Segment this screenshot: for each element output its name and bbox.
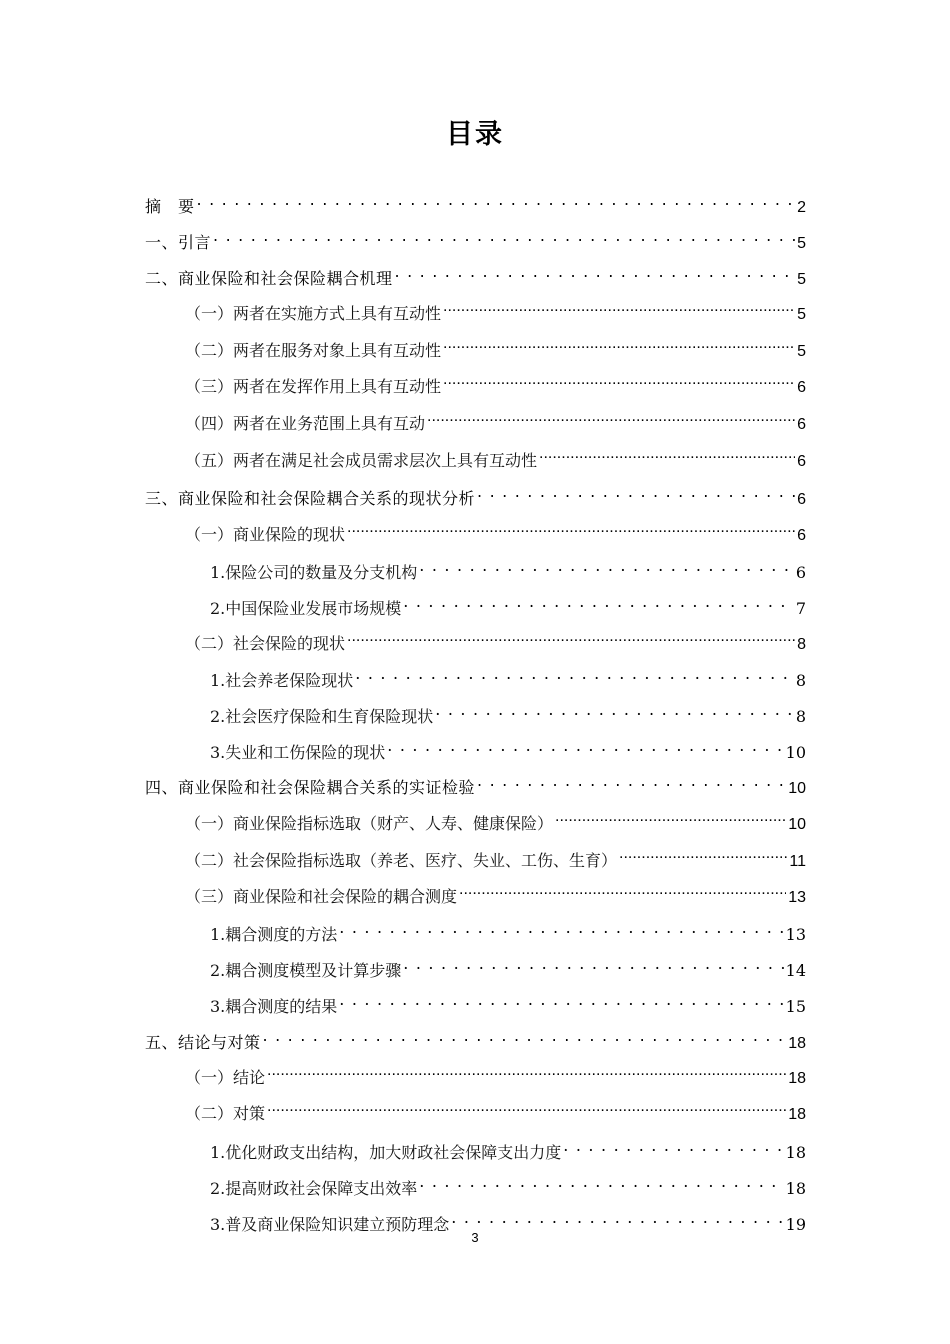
toc-entry-page-number[interactable]: 14 bbox=[785, 961, 806, 980]
toc-entry-page-number[interactable]: 6 bbox=[797, 379, 806, 396]
toc-entry-level-2[interactable] bbox=[185, 878, 806, 906]
toc-entry-label[interactable]: 一、引言 bbox=[145, 233, 212, 252]
dot-leader bbox=[555, 805, 786, 829]
toc-entry-level-3[interactable] bbox=[210, 662, 806, 690]
toc-entry-label[interactable]: （一）两者在实施方式上具有互动性 bbox=[185, 304, 442, 323]
toc-entry-label[interactable]: （四）两者在业务范围上具有互动 bbox=[185, 414, 426, 433]
toc-entry-page-number[interactable]: 19 bbox=[785, 1215, 806, 1234]
dot-leader bbox=[395, 260, 796, 284]
toc-entry-label[interactable]: 摘 要 bbox=[145, 197, 195, 216]
toc-entry-label[interactable]: 1.耦合测度的方法 bbox=[210, 925, 338, 944]
toc-entry-level-3[interactable] bbox=[210, 698, 806, 726]
toc-entry-page-number[interactable]: 18 bbox=[785, 1143, 806, 1162]
toc-entry-label[interactable]: （三）两者在发挥作用上具有互动性 bbox=[185, 377, 442, 396]
toc-entry-level-2[interactable] bbox=[185, 1059, 806, 1087]
toc-entry-level-2[interactable] bbox=[185, 1095, 806, 1123]
toc-entry-page-number[interactable]: 6 bbox=[797, 527, 806, 544]
toc-entry-label[interactable]: 2.社会医疗保险和生育保险现状 bbox=[210, 707, 434, 726]
toc-entry-page-number[interactable]: 5 bbox=[797, 235, 806, 252]
toc-entry-level-3[interactable] bbox=[210, 1134, 806, 1162]
toc-entry-level-3[interactable] bbox=[210, 988, 806, 1016]
dot-leader bbox=[263, 1024, 787, 1048]
dot-leader bbox=[443, 295, 795, 319]
toc-entry-page-number[interactable]: 10 bbox=[788, 816, 806, 833]
toc-entry-level-3[interactable] bbox=[210, 1206, 806, 1234]
toc-entry-level-3[interactable] bbox=[210, 590, 806, 618]
dot-leader bbox=[339, 916, 783, 940]
toc-entry-label[interactable]: 2.耦合测度模型及计算步骤 bbox=[210, 961, 402, 980]
toc-entry-page-number[interactable]: 18 bbox=[788, 1106, 806, 1123]
toc-entry-label[interactable]: 三、商业保险和社会保险耦合关系的现状分析 bbox=[145, 489, 476, 508]
dot-leader bbox=[459, 878, 786, 902]
toc-entry-page-number[interactable]: 5 bbox=[797, 306, 806, 323]
toc-entry-page-number[interactable]: 6 bbox=[797, 453, 806, 470]
toc-entry-level-2[interactable] bbox=[185, 405, 806, 433]
dot-leader bbox=[563, 1134, 783, 1158]
toc-entry-label[interactable]: 二、商业保险和社会保险耦合机理 bbox=[145, 269, 393, 288]
dot-leader bbox=[419, 1170, 783, 1194]
toc-entry-label[interactable]: （二）社会保险指标选取（养老、医疗、失业、工伤、生育） bbox=[185, 851, 618, 870]
toc-entry-level-2[interactable] bbox=[185, 332, 806, 360]
dot-leader bbox=[443, 332, 795, 356]
toc-entry-page-number[interactable]: 18 bbox=[788, 1070, 806, 1087]
dot-leader bbox=[387, 734, 783, 758]
toc-entry-level-1[interactable] bbox=[145, 769, 806, 797]
toc-title: 目录 bbox=[446, 119, 504, 150]
dot-leader bbox=[619, 842, 787, 866]
toc-entry-label[interactable]: （二）两者在服务对象上具有互动性 bbox=[185, 341, 442, 360]
dot-leader bbox=[403, 952, 783, 976]
toc-entry-level-2[interactable] bbox=[185, 442, 806, 470]
dot-leader bbox=[355, 662, 794, 686]
toc-entry-page-number[interactable]: 8 bbox=[797, 636, 806, 653]
toc-entry-level-3[interactable] bbox=[210, 1170, 806, 1198]
toc-entry-label[interactable]: 2.中国保险业发展市场规模 bbox=[210, 599, 402, 618]
toc-entry-label[interactable]: 五、结论与对策 bbox=[145, 1033, 261, 1052]
toc-entry-level-1[interactable] bbox=[145, 224, 806, 252]
dot-leader bbox=[419, 554, 794, 578]
toc-entry-page-number[interactable]: 7 bbox=[795, 599, 806, 618]
toc-entry-page-number[interactable]: 5 bbox=[797, 343, 806, 360]
toc-entry-page-number[interactable]: 18 bbox=[785, 1179, 806, 1198]
toc-entry-level-3[interactable] bbox=[210, 554, 806, 582]
toc-entry-page-number[interactable]: 6 bbox=[797, 491, 806, 508]
toc-entry-page-number[interactable]: 2 bbox=[797, 199, 806, 216]
dot-leader bbox=[339, 988, 783, 1012]
toc-entry-level-1[interactable] bbox=[145, 260, 806, 288]
toc-entry-level-3[interactable] bbox=[210, 952, 806, 980]
toc-entry-level-2[interactable] bbox=[185, 516, 806, 544]
dot-leader bbox=[213, 224, 795, 248]
toc-entry-level-2[interactable] bbox=[185, 842, 806, 870]
dot-leader bbox=[443, 368, 795, 392]
dot-leader bbox=[267, 1095, 786, 1119]
dot-leader bbox=[451, 1206, 783, 1230]
toc-entry-page-number[interactable]: 6 bbox=[795, 563, 806, 582]
toc-entry-label[interactable]: 3.失业和工伤保险的现状 bbox=[210, 743, 386, 762]
dot-leader bbox=[435, 698, 794, 722]
toc-entry-page-number[interactable]: 8 bbox=[795, 671, 806, 690]
dot-leader bbox=[477, 769, 786, 793]
dot-leader bbox=[347, 625, 795, 649]
dot-leader bbox=[347, 516, 795, 540]
page-number: 3 bbox=[471, 1230, 479, 1245]
toc-entry-level-2[interactable] bbox=[185, 295, 806, 323]
toc-entry-label[interactable]: （一）结论 bbox=[185, 1068, 266, 1087]
toc-entry-page-number[interactable]: 6 bbox=[797, 416, 806, 433]
toc-entry-level-2[interactable] bbox=[185, 805, 806, 833]
toc-entry-label[interactable]: 1.社会养老保险现状 bbox=[210, 671, 354, 690]
toc-entry-page-number[interactable]: 8 bbox=[795, 707, 806, 726]
toc-entry-level-2[interactable] bbox=[185, 625, 806, 653]
toc-entry-page-number[interactable]: 13 bbox=[785, 925, 806, 944]
toc-entry-label[interactable]: 3.耦合测度的结果 bbox=[210, 997, 338, 1016]
toc-entry-level-1[interactable] bbox=[145, 480, 806, 508]
toc-entry-page-number[interactable]: 15 bbox=[785, 997, 806, 1016]
toc-entry-label[interactable]: 3.普及商业保险知识建立预防理念 bbox=[210, 1215, 450, 1234]
toc-entry-label[interactable]: （二）对策 bbox=[185, 1104, 266, 1123]
toc-entry-label[interactable]: 四、商业保险和社会保险耦合关系的实证检验 bbox=[145, 778, 476, 797]
dot-leader bbox=[403, 590, 794, 614]
toc-entry-label[interactable]: 1.优化财政支出结构，加大财政社会保障支出力度 bbox=[210, 1143, 562, 1162]
toc-entry-label[interactable]: （一）商业保险指标选取（财产、人寿、健康保险） bbox=[185, 814, 554, 833]
dot-leader bbox=[267, 1059, 786, 1083]
toc-entry-label[interactable]: （三）商业保险和社会保险的耦合测度 bbox=[185, 887, 458, 906]
toc-entry-label[interactable]: （五）两者在满足社会成员需求层次上具有互动性 bbox=[185, 451, 538, 470]
toc-entry-level-2[interactable] bbox=[185, 368, 806, 396]
toc-entry-level-1[interactable] bbox=[145, 1024, 806, 1052]
dot-leader bbox=[197, 188, 796, 212]
toc-entry-level-3[interactable] bbox=[210, 734, 806, 762]
toc-entry-label[interactable]: （二）社会保险的现状 bbox=[185, 634, 346, 653]
toc-entry-label[interactable]: 2.提高财政社会保障支出效率 bbox=[210, 1179, 418, 1198]
toc-entry-label[interactable]: （一）商业保险的现状 bbox=[185, 525, 346, 544]
toc-entry-page-number[interactable]: 10 bbox=[785, 743, 806, 762]
dot-leader bbox=[539, 442, 795, 466]
toc-entry-level-3[interactable] bbox=[210, 916, 806, 944]
toc-entry-page-number[interactable]: 11 bbox=[789, 853, 806, 870]
toc-entry-page-number[interactable]: 13 bbox=[788, 889, 806, 906]
toc-entry-label[interactable]: 1.保险公司的数量及分支机构 bbox=[210, 563, 418, 582]
dot-leader bbox=[427, 405, 795, 429]
dot-leader bbox=[477, 480, 795, 504]
toc-entry-page-number[interactable]: 5 bbox=[797, 271, 806, 288]
toc-entry-page-number[interactable]: 10 bbox=[788, 780, 806, 797]
toc-entry-level-1[interactable] bbox=[145, 188, 806, 216]
toc-entry-page-number[interactable]: 18 bbox=[788, 1035, 806, 1052]
